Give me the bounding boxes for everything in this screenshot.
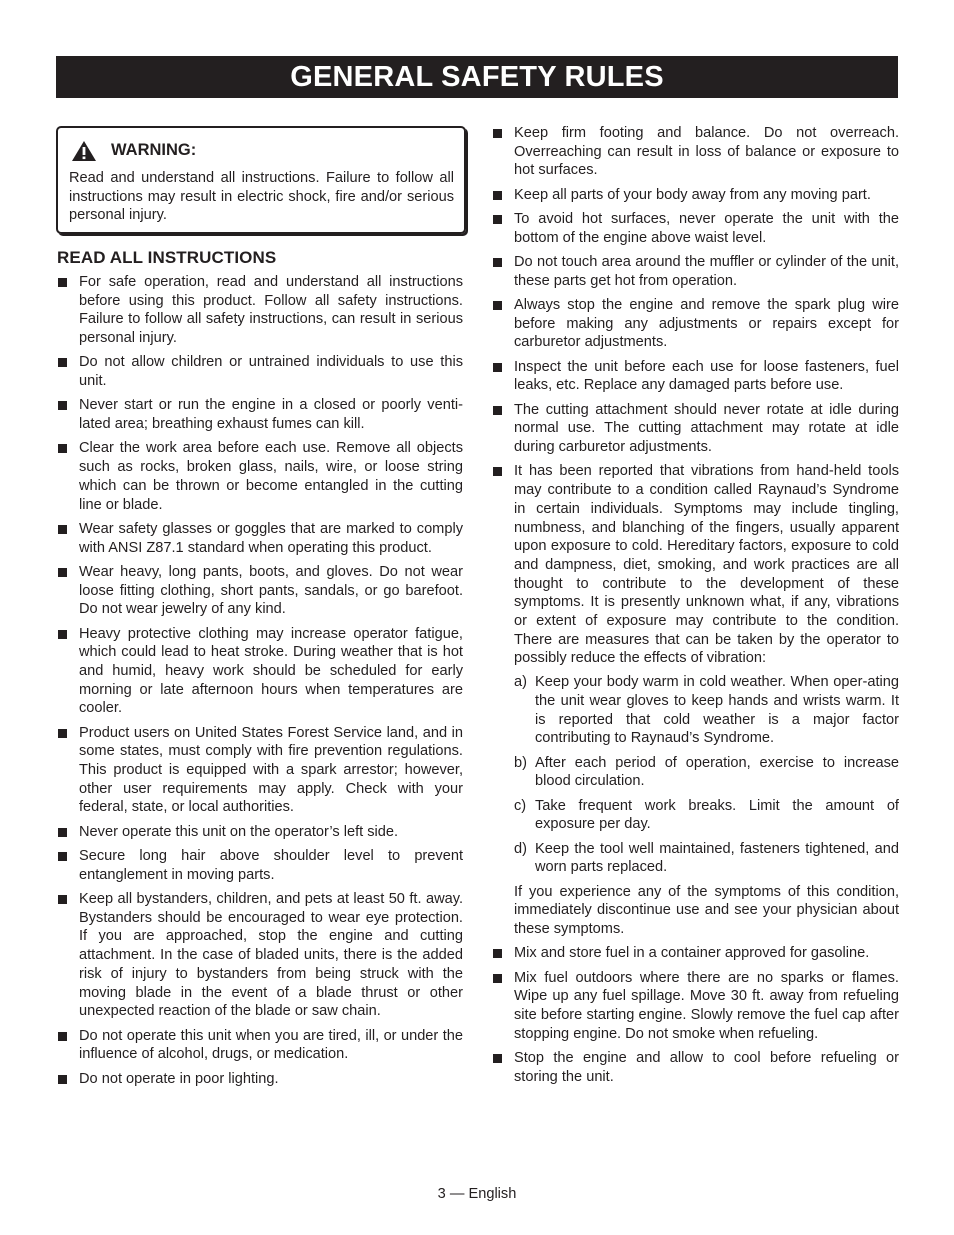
list-item-raynaud	[492, 462, 899, 938]
list-item-text: Mix and store fuel in a container approved for gasoline.	[514, 945, 870, 962]
list-item-text: Wear safety glasses or goggles that are marked to comply with ANSI Z87.1 standard when operating this product.	[79, 520, 463, 556]
left-bullet-list	[57, 273, 463, 1094]
list-item	[492, 401, 899, 457]
right-bullet-list	[492, 124, 899, 1092]
bullet-square-icon	[58, 630, 67, 639]
list-item-text: Do not operate this unit when you are tired, ill, or under the influence of alcohol, drugs, or medication.	[79, 1027, 463, 1063]
warning-triangle-icon	[71, 140, 97, 162]
list-item	[57, 823, 463, 842]
bullet-square-icon	[58, 1075, 67, 1084]
bullet-square-icon	[493, 406, 502, 415]
list-item-text: Keep all bystanders, children, and pets at least 50 ft. away. Bystanders should be encouraged to wear eye protection. If you are approached, stop the engine and cutting attachment. In the case of bladed units, there is the added risk of injury to bystanders from being struck with the moving blade in the event of a blade thrust or other unexpected reaction of the blade or saw chain.	[79, 891, 463, 1020]
bullet-square-icon	[493, 258, 502, 267]
list-item-text: Mix fuel outdoors where there are no sparks or flames. Wipe up any fuel spillage. Move 30 ft. away from refueling site before starting engine. Slowly remove the fuel cap after stopping engine. Do not smoke when refueling.	[514, 969, 899, 1042]
bullet-square-icon	[58, 401, 67, 410]
list-item-text: Do not operate in poor lighting.	[79, 1070, 279, 1087]
list-item	[57, 1070, 463, 1089]
bullet-square-icon	[58, 1032, 67, 1041]
page-footer: 3 — English	[437, 1186, 517, 1202]
sub-list-item	[514, 673, 899, 748]
list-item	[57, 625, 463, 719]
list-item	[57, 396, 463, 433]
warning-text: Read and understand all instructions. Failure to follow all instructions may result in electric shock, fire and/or serious personal injury.	[69, 170, 454, 224]
raynaud-after-text: If you experience any of the symptoms of this condition, immediately discontinue use and see your physician about these symptoms.	[514, 883, 899, 937]
bullet-square-icon	[58, 278, 67, 287]
sub-list-letter: a)	[514, 674, 527, 691]
list-item-text: Stop the engine and allow to cool before refueling or storing the unit.	[514, 1049, 899, 1085]
list-item-text: Never start or run the engine in a closed or poorly venti-lated area; breathing exhaust fumes can kill.	[79, 397, 463, 433]
bullet-square-icon	[58, 444, 67, 453]
list-item	[492, 296, 899, 352]
sub-list-item	[514, 840, 899, 877]
bullet-square-icon	[493, 974, 502, 983]
page-title: GENERAL SAFETY RULES	[56, 56, 898, 98]
list-item	[492, 210, 899, 247]
raynaud-text: It has been reported that vibrations from hand-held tools may contribute to a condition called Raynaud’s Syndrome in certain individuals. Symptoms may include tingling, numbness, and blanching of the fingers, usually apparent upon exposure to cold. Hereditary factors, exposure to cold and dampness, diet, smoking, and work practices are all thought to contribute to the development of these symptoms. It is presently unknown what, if any, vibrations or extent of exposure may contribute to the condition. There are measures that can be taken by the operator to possibly reduce the effects of vibration:	[514, 463, 899, 667]
bullet-square-icon	[58, 525, 67, 534]
bullet-square-icon	[58, 729, 67, 738]
sub-list-letter: d)	[514, 840, 527, 857]
sub-list-text: After each period of operation, exercise to increase blood circulation.	[535, 754, 899, 790]
list-item	[492, 253, 899, 290]
bullet-square-icon	[493, 949, 502, 958]
list-item-text: Heavy protective clothing may increase operator fatigue, which could lead to heat stroke. During weather that is hot and humid, heavy work should be scheduled for early morning or late afternoon hours when temperatures are cooler.	[79, 625, 463, 717]
sub-list-text: Keep the tool well maintained, fasteners tightened, and worn parts replaced.	[535, 840, 899, 876]
warning-title: WARNING:	[111, 141, 197, 159]
list-item	[57, 520, 463, 557]
bullet-square-icon	[58, 358, 67, 367]
list-item	[492, 186, 899, 205]
bullet-square-icon	[493, 215, 502, 224]
sub-list-item	[514, 754, 899, 791]
bullet-square-icon	[58, 852, 67, 861]
sub-list-text: Take frequent work breaks. Limit the amount of exposure per day.	[535, 797, 899, 833]
bullet-square-icon	[493, 1054, 502, 1063]
list-item	[57, 353, 463, 390]
bullet-square-icon	[493, 129, 502, 138]
list-item	[57, 563, 463, 619]
list-item	[492, 1049, 899, 1086]
list-item-text: Do not allow children or untrained individuals to use this unit.	[79, 354, 463, 390]
list-item	[492, 358, 899, 395]
list-item-text: Inspect the unit before each use for loose fasteners, fuel leaks, etc. Replace any damaged parts before use.	[514, 358, 899, 394]
sub-list-item	[514, 797, 899, 834]
list-item-text: Clear the work area before each use. Remove all objects such as rocks, broken glass, nails, wire, or loose string which can be thrown or become entangled in the cutting line or blade.	[79, 440, 463, 513]
list-item	[492, 969, 899, 1044]
list-item-text: Product users on United States Forest Service land, and in some states, must comply with fire prevention regulations. This product is equipped with a spark arrestor; however, other user requirements may apply. Check with your federal, state, or local authorities.	[79, 724, 463, 816]
raynaud-sub-list	[514, 673, 899, 877]
list-item-text: Wear heavy, long pants, boots, and gloves. Do not wear loose fitting clothing, short pants, sandals, or go barefoot. Do not wear jewelry of any kind.	[79, 563, 463, 618]
bullet-square-icon	[493, 301, 502, 310]
section-title: READ ALL INSTRUCTIONS	[57, 248, 277, 267]
list-item-text: Do not touch area around the muffler or cylinder of the unit, these parts get hot from operation.	[514, 254, 899, 289]
warning-box	[56, 126, 466, 234]
list-item	[57, 273, 463, 348]
list-item	[57, 847, 463, 884]
list-item	[492, 944, 899, 963]
list-item-text: Never operate this unit on the operator’s left side.	[79, 823, 399, 840]
list-item-text: For safe operation, read and understand all instructions before using this product. Follow all safety instructions. Failure to follow all safety instructions, can result in serious personal injury.	[79, 274, 463, 347]
list-item-text: Always stop the engine and remove the spark plug wire before making any adjustments or repairs except for carburetor adjustments.	[514, 297, 899, 351]
list-item	[492, 124, 899, 180]
list-item	[57, 439, 463, 514]
sub-list-letter: b)	[514, 754, 527, 771]
list-item-text: Keep all parts of your body away from any moving part.	[514, 186, 871, 203]
list-item-text: Secure long hair above shoulder level to prevent entanglement in moving parts.	[79, 848, 463, 883]
bullet-square-icon	[58, 568, 67, 577]
bullet-square-icon	[493, 363, 502, 372]
bullet-square-icon	[493, 467, 502, 476]
list-item-text: The cutting attachment should never rotate at idle during normal use. The cutting attachment may rotate at idle during carburetor adjustments.	[514, 401, 899, 456]
list-item-text: To avoid hot surfaces, never operate the unit with the bottom of the engine above waist level.	[514, 211, 899, 246]
bullet-square-icon	[58, 895, 67, 904]
bullet-square-icon	[58, 828, 67, 837]
list-item	[57, 724, 463, 818]
sub-list-letter: c)	[514, 797, 527, 814]
bullet-square-icon	[493, 191, 502, 200]
list-item-text: Keep firm footing and balance. Do not overreach. Overreaching can result in loss of balance or exposure to hot surfaces.	[514, 125, 899, 179]
list-item	[57, 1027, 463, 1064]
sub-list-text: Keep your body warm in cold weather. When oper-ating the unit wear gloves to keep hands and wrists warm. It is reported that cold weather is a major factor contributing to Raynaud’s Syndrome.	[535, 674, 899, 747]
list-item	[57, 890, 463, 1021]
